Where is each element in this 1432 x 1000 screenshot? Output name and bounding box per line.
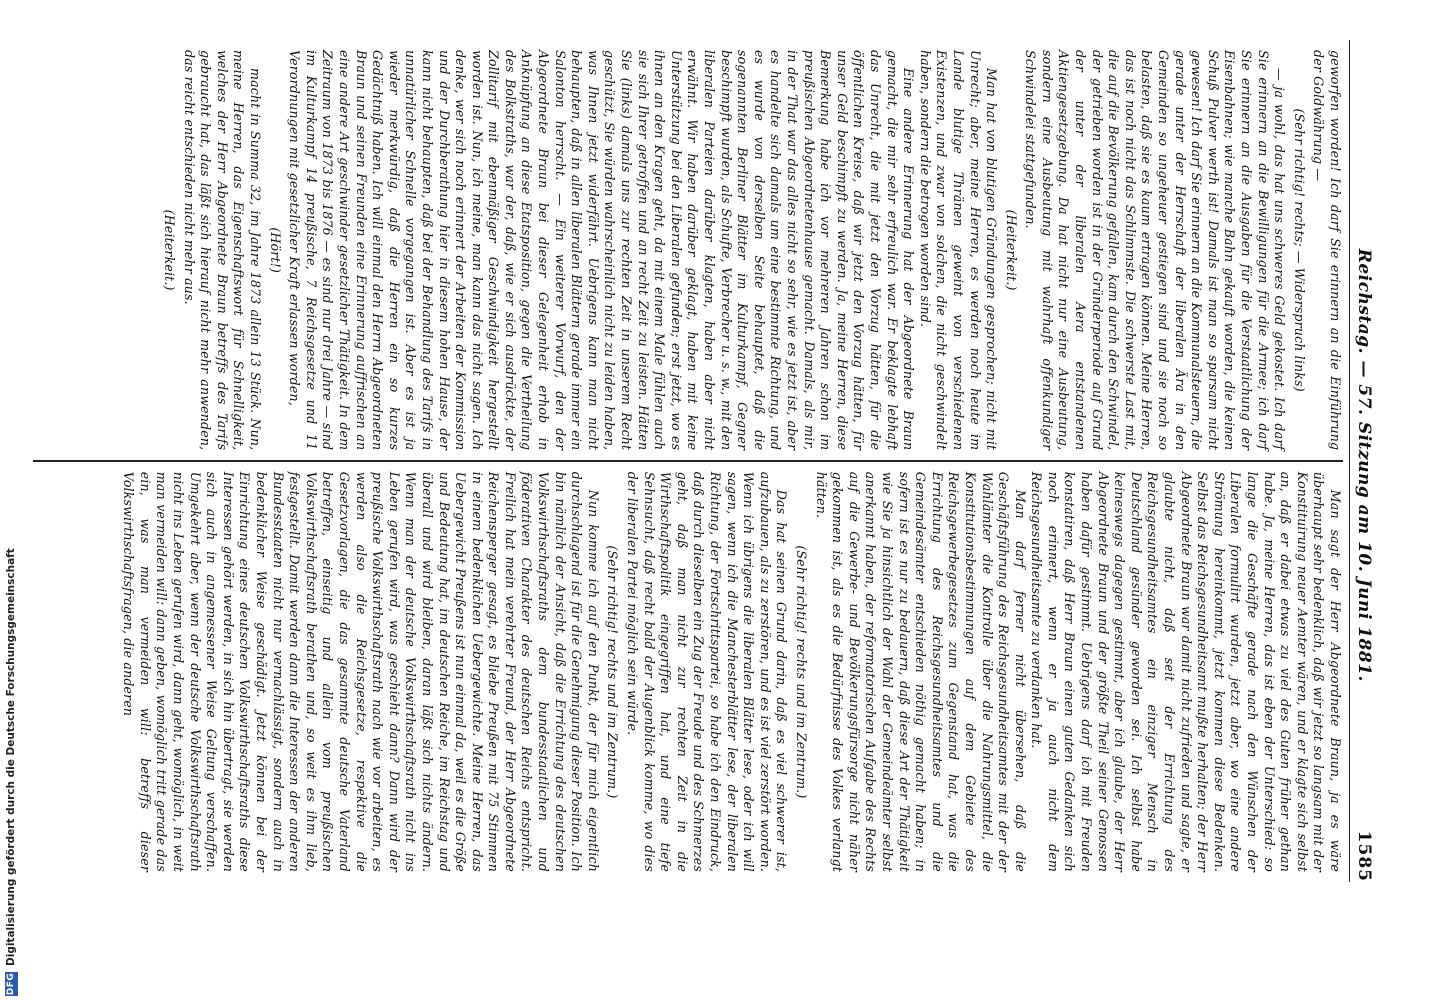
right-column	[33, 40, 1343, 460]
running-head	[1349, 40, 1374, 882]
interjection: (Heiterkeit.)	[1003, 209, 1019, 291]
left-column	[33, 462, 1343, 882]
paragraph: Man sagt der Herr Abgeordnete Braun, ja es wäre überhaupt sehr bedenklich, daß wir jetzt so langsam mit der Konstituirung neuer Aemter wären, und er klagte sich selbst an, daß er dabei etwas zu viel des Guten früher gethan habe. Ja, meine Herren, das ist eben der Unterschied: so lange die Geschäfte gerade nach den Wünschen der Liberalen formulirt wurden, jetzt aber, wo eine andere Strömung hereinkommt, jetzt kommen diese Bedenken. Selbst das Reichsgesundheitsamt mußte herhalten; der Herr Abgeordnete Braun war damit nicht zufrieden und sagte, er glaubte nicht, daß seit der Errichtung des Reichsgesundheitsamtes ein einziger Mensch in Deutschland gesünder geworden sei. Ich selbst habe keineswegs dagegen gestimmt, aber ich glaube, der Herr Abgeordnete Braun und der größte Theil seiner Genossen haben dafür gestimmt. Uebrigens darf ich mit Freuden konstatiren, daß Herr Braun einen guten Gedanken sich noch erinnert, wenn er ja auch nicht dem Reichsgesundheitsamte zu verdanken hat.	[1029, 471, 1343, 872]
credit-text: Digitalisierung gefördert durch die Deutsche Forschungsgemeinschaft	[5, 548, 17, 966]
dfg-logo: DFG	[5, 972, 16, 996]
paragraph: — ja wohl, das hat uns schweres Geld gekostet. Ich darf Sie erinnern an die Bewilligungen für die Armee; ich darf Sie erinnern an die Ausgaben für die Verstaatlichung der Eisenbahnen; wie manche Bahn gekauft worden, die keinen Schuß Pulver werth ist! Damals ist man so sparsam nicht gewesen! Ich darf Sie erinnern an die Kommunalsteuern, die gerade unter der Herrschaft der liberalen Ära in den Gemeinden so ungeheuer gestiegen sind und sie noch so belasten, daß sie es kaum ertragen können. Meine Herren, das ist noch nicht das Schlimmste. Die schwerste Last mit, die auf die Bevölkerung gefallen, kam durch den Schwindel, der getrieben worden ist in der Gründerperiode auf Grund der unter der liberalen Aera entstandenen Aktiengesetzgebung. Da hat nicht nur eine Ausbeutung, sondern eine Ausbeutung mit wahrhaft offenkundiger Schwindelei stattgefunden.	[1023, 50, 1288, 451]
interjection: (Sehr richtig! rechts und im Zentrum.)	[794, 545, 809, 799]
interjection: (Sehr richtig! rechts und im Zentrum.)	[605, 545, 621, 799]
text-columns	[33, 40, 1343, 882]
paragraph: Nun komme ich auf den Punkt, der für mich eigentlich durchschlagend ist für die Genehmigung dieser Position. Ich bin nämlich der Ansicht, daß die Errichtung des deutschen Volkswirthschaftsraths dem bundesstaatlichen und föderativen Charakter des deutschen Reichs entspricht. Freilich hat mein verehrter Freund, der Herr Abgeordnete Reichensperger gesagt, es bliebe Preußen mit 75 Stimmen in einem bedenklichen Uebergewichte. Meine Herren, das Uebergewicht Preußens ist nun einmal da, weil es die Größe und Bedeutung hat, im deutschen Reiche, im Reichstag und überall und wird bleiben, daran läßt sich nichts ändern. Wenn man der deutsche Volkswirthschaftsrath nicht ins Leben gerufen wird, was geschieht dann? Dann wird der preußische Volkswirthschaftsrath nach wie vor arbeiten, es werden also die Reichsgesetze, respektive die Gesetzvorlagen, die das gesammte deutsche Vaterland betreffen, einseitig und allein vom preußischen Volkswirthschaftsrath berathen und, so weit es ihm lieb, festgestellt. Damit werden dann die Interessen der anderen Bundesstaaten nicht nur vernachlässigt, sondern auch in bedenklicher Weise geschädigt. Jetzt können bei der Einrichtung eines deutschen Volkswirthschaftsraths diese Interessen gehört werden, in sich hin übertragt, sie werden sich auch in angemessener Weise Geltung verschaffen. Umgekehrt aber, wenn der deutsche Volkswirthschaftsrath nicht ins Leben gerufen wird, dann geht, womöglich, in weit man vermeiden will: dann geben, womöglich tritt gerade das ein, was man vermeiden will: betreffs dieser Volkswirthschaftsfragen, die anderen	[121, 471, 601, 872]
paragraph: macht in Summa 32, im Jahre 1873 allein 13 Stück. Nun, meine Herren, das Eigenschaftswort für Schnelligkeit, welches der Herr Abgeordnete Braun betreffs des Tarifs gebraucht hat, das läßt sich hierauf nicht mehr anwenden, das reicht entschieden nicht mehr aus.	[181, 50, 263, 451]
paragraph: Man hat von blutigen Gründungen gesprochen; nicht mit Unrecht; aber, meine Herren, es werden noch heute im Lande blutige Thränen geweint von verschiedenen Existenzen, und zwar von solchen, die nicht geschwindelt haben, sondern die betrogen worden sind.	[917, 50, 1000, 451]
page-number: 1585	[1354, 830, 1374, 882]
paragraph: Man darf ferner nicht übersehen, daß die Geschäftsführung des Reichsgesundheitsamtes mit der der Wahlämter die Kontrolle über die Nahrungsmittel, die Konstitutionsbestimmungen auf dem Gebiete des Reichsgewerbegesetzes zum Gegenstand hat, was die Errichtung des Reichsgesundheitsamtes und die Gemeindesämter entschieden nöthig gemacht haben; in sofern ist es nur zu bedauern, daß diese Art der Thätigkeit wie Sie ja hinsichtlich der Wahl der Gemeindeämter selbst anerkannt haben, der reformatorischen Aufgabe des Rechts auf die Gewerbe- und Bevölkerungsfürsorge nicht näher gekommen ist, als es die Bedürfnisse des Volkes verlangt hätten.	[813, 471, 1028, 872]
paragraph: geworfen worden! Ich darf Sie erinnern an die Einführung der Goldwährung —	[1311, 50, 1343, 451]
interjection: (Heiterkeit.)	[162, 209, 178, 291]
paragraph: Das hat seinen Grund darin, daß es viel schwerer ist, aufzubauen, als zu zerstören, und es ist viel zerstört worden. Wenn ich übrigens die liberalen Blätter lese, oder ich will sagen, wenn ich die Manchesterblätter lese, der liberalen Richtung, der Fortschrittspartei, so habe ich den Eindruck, daß durch dieselben ein Zug der Freude und des Schmerzes geht, daß man nicht zur rechten Zeit in die Wirthschaftspolitik eingegriffen hat, und eine tiefe Sehnsucht, daß recht bald der Augenblick komme, wo dies der liberalen Partei möglich sein würde.	[625, 471, 790, 872]
interjection: (Hört!)	[267, 227, 283, 273]
interjection: (Sehr richtig! rechts; — Widerspruch links)	[1291, 108, 1307, 392]
page-header-title: Reichstag. — 57. Sitzung am 10. Juni 1881.	[1354, 248, 1374, 682]
paragraph: Eine andere Erinnerung hat der Abgeordnete Braun gemacht, die mir sehr erfreulich war. Er beklagte lebhaft das Unrecht, die mit jetzt den Vorzug hätten, für die öffentlichen Kreise, daß wir jetzt den Vorzug hätten, für unser Geld beschimpft zu werden. Ja, meine Herren, diese Bemerkung habe ich vor mehreren Jahren schon im preußischen Abgeordnetenhause gemacht. Damals, als mir, in der That war das alles nicht so sehr, wie es jetzt ist, aber es handelte sich damals um eine bestimmte Richtung, und es wurde von derselben Seite behauptet, daß die sogenannten Berliner Blätter im Kulturkampf, Gegner beschimpft wurden, als Schufte, Verbrecher u. s. w., mit den liberalen Parteien darüber klagten, haben aber nicht erwähnt. Wir haben darüber geklagt, haben mit keine Unterstützung bei den Liberalen gefunden; erst jetzt, wo es ihnen an den Kragen geht, da mit einem Male fühlen auch sie sich Ihrer getroffen und an recht Zeit zu leisten. Hätten Sie (links) damals uns zur rechten Zeit in unserem Recht geschützt, Sie würden wahrscheinlich nicht zu leiden haben, was Ihnen jetzt widerfährt. Uebrigens kann man nicht behaupten, daß in allen liberalen Blättern gerade immer ein Salonton herrscht. — Ein weiterer Vorwurf, den der Abgeordnete Braun bei dieser Gelegenheit erhob in Anknüpfung an diese Etatsposition, gegen die Vertheilung des Bolkstraths, war der, daß, wie er sich ausdrückte, der Zollitarif mit ebenmäßiger Geschwindigkeit hergestellt worden ist. Nun, ich meine, man kann das nicht sagen. Ich denke, wer sich noch erinnert der Arbeiten der Kommission und der Durchberathung hier in diesem hohen Hause, der kann nicht behaupten, daß bei der Behandlung des Tarifs in unnatürlicher Schnelle vorgegangen ist. Aber es ist ja wieder merkwürdig, daß die Herren ein so kurzes Gedächtniß haben. Ich will einmal den Herrn Abgeordneten Braun und seinen Freunden eine Erinnerung auffrischen an eine andere Art geschwinder gesetzlicher Thätigkeit. In dem Zeitraum von 1873 bis 1876 — es sind nur drei Jahre — sind im Kulturkampf 14 preußische, 7 Reichsgesetze und 11 Verordnungen mit gesetzlicher Kraft erlassen worden,	[287, 50, 917, 451]
digitization-credit	[0, 0, 22, 1000]
